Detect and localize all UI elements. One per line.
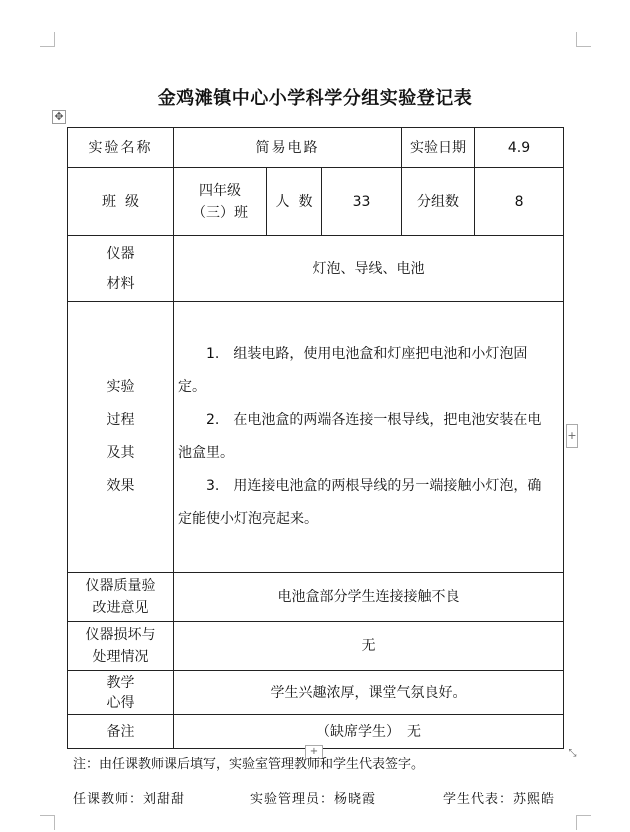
signature-lab-manager: 实验管理员：杨晓霞 (250, 792, 377, 807)
teaching-label-line2: 心得 (106, 694, 135, 711)
table-row (68, 302, 564, 573)
damage-value[interactable]: 无 (174, 622, 564, 671)
process-label-line: 实验 (106, 379, 135, 395)
remarks-label: 备注 (68, 715, 174, 749)
page-corner-mark-bottom-left (40, 815, 55, 830)
class-label: 班 级 (68, 168, 174, 236)
experiment-name-label: 实验名称 (68, 128, 174, 168)
table-resize-icon[interactable]: ⤡ (568, 748, 577, 759)
process-label-line: 过程 (106, 412, 135, 428)
experiment-name-value[interactable]: 简易电路 (174, 128, 402, 168)
add-row-icon[interactable]: + (305, 745, 323, 759)
table-row (68, 622, 564, 671)
experiment-date-value[interactable]: 4.9 (475, 128, 564, 168)
experiment-register-table (67, 127, 564, 749)
footnote: 注：由任课教师课后填写，实验室管理教师和学生代表签字。 (73, 757, 425, 772)
teaching-label-line1: 教学 (106, 674, 135, 691)
table-side-handle-icon[interactable]: + (566, 424, 578, 448)
page-corner-mark-bottom-right (576, 815, 591, 830)
class-value-line1: 四年级 (199, 182, 241, 199)
count-value[interactable]: 33 (322, 168, 402, 236)
table-row (68, 715, 564, 749)
process-label (68, 302, 174, 573)
signature-student-rep: 学生代表：苏熙皓 (443, 792, 556, 807)
teaching-label (68, 671, 174, 715)
signature-teacher: 任课教师：刘甜甜 (73, 792, 186, 807)
table-row (68, 168, 564, 236)
table-row (68, 236, 564, 302)
table-row (68, 671, 564, 715)
page-corner-mark-top-right (576, 32, 591, 47)
table-row (68, 573, 564, 622)
damage-label-line2: 处理情况 (92, 649, 149, 665)
teaching-value[interactable]: 学生兴趣浓厚，课堂气氛良好。 (174, 671, 564, 715)
process-step: 3. 用连接电池盒的两根导线的另一端接触小灯泡，确定能使小灯泡亮起来。 (178, 478, 542, 527)
process-step: 1. 组装电路，使用电池盒和灯座把电池和小灯泡固定。 (178, 346, 528, 395)
page-corner-mark-top-left (40, 32, 55, 47)
process-label-line: 及其 (106, 445, 135, 461)
process-content[interactable] (174, 302, 564, 573)
materials-label (68, 236, 174, 302)
class-value-line2: （三）班 (192, 204, 248, 221)
table-move-handle-icon[interactable]: ✥ (52, 110, 66, 124)
materials-label-line1: 仪器 (106, 245, 135, 262)
class-value[interactable] (174, 168, 267, 236)
quality-label (68, 573, 174, 622)
document-title: 金鸡滩镇中心小学科学分组实验登记表 (157, 88, 473, 109)
process-step: 2. 在电池盒的两端各连接一根导线，把电池安装在电池盒里。 (178, 412, 542, 461)
experiment-date-label: 实验日期 (402, 128, 475, 168)
quality-value[interactable]: 电池盒部分学生连接接触不良 (174, 573, 564, 622)
groups-label: 分组数 (402, 168, 475, 236)
materials-value[interactable]: 灯泡、导线、电池 (174, 236, 564, 302)
damage-label (68, 622, 174, 671)
materials-label-line2: 材料 (106, 275, 135, 292)
groups-value[interactable]: 8 (475, 168, 564, 236)
quality-label-line1: 仪器质量验 (85, 578, 156, 594)
quality-label-line2: 改进意见 (92, 600, 149, 616)
table-row (68, 128, 564, 168)
remarks-value[interactable]: （缺席学生） 无 (174, 715, 564, 749)
count-label: 人 数 (267, 168, 322, 236)
process-label-line: 效果 (106, 478, 135, 494)
damage-label-line1: 仪器损坏与 (85, 627, 156, 643)
